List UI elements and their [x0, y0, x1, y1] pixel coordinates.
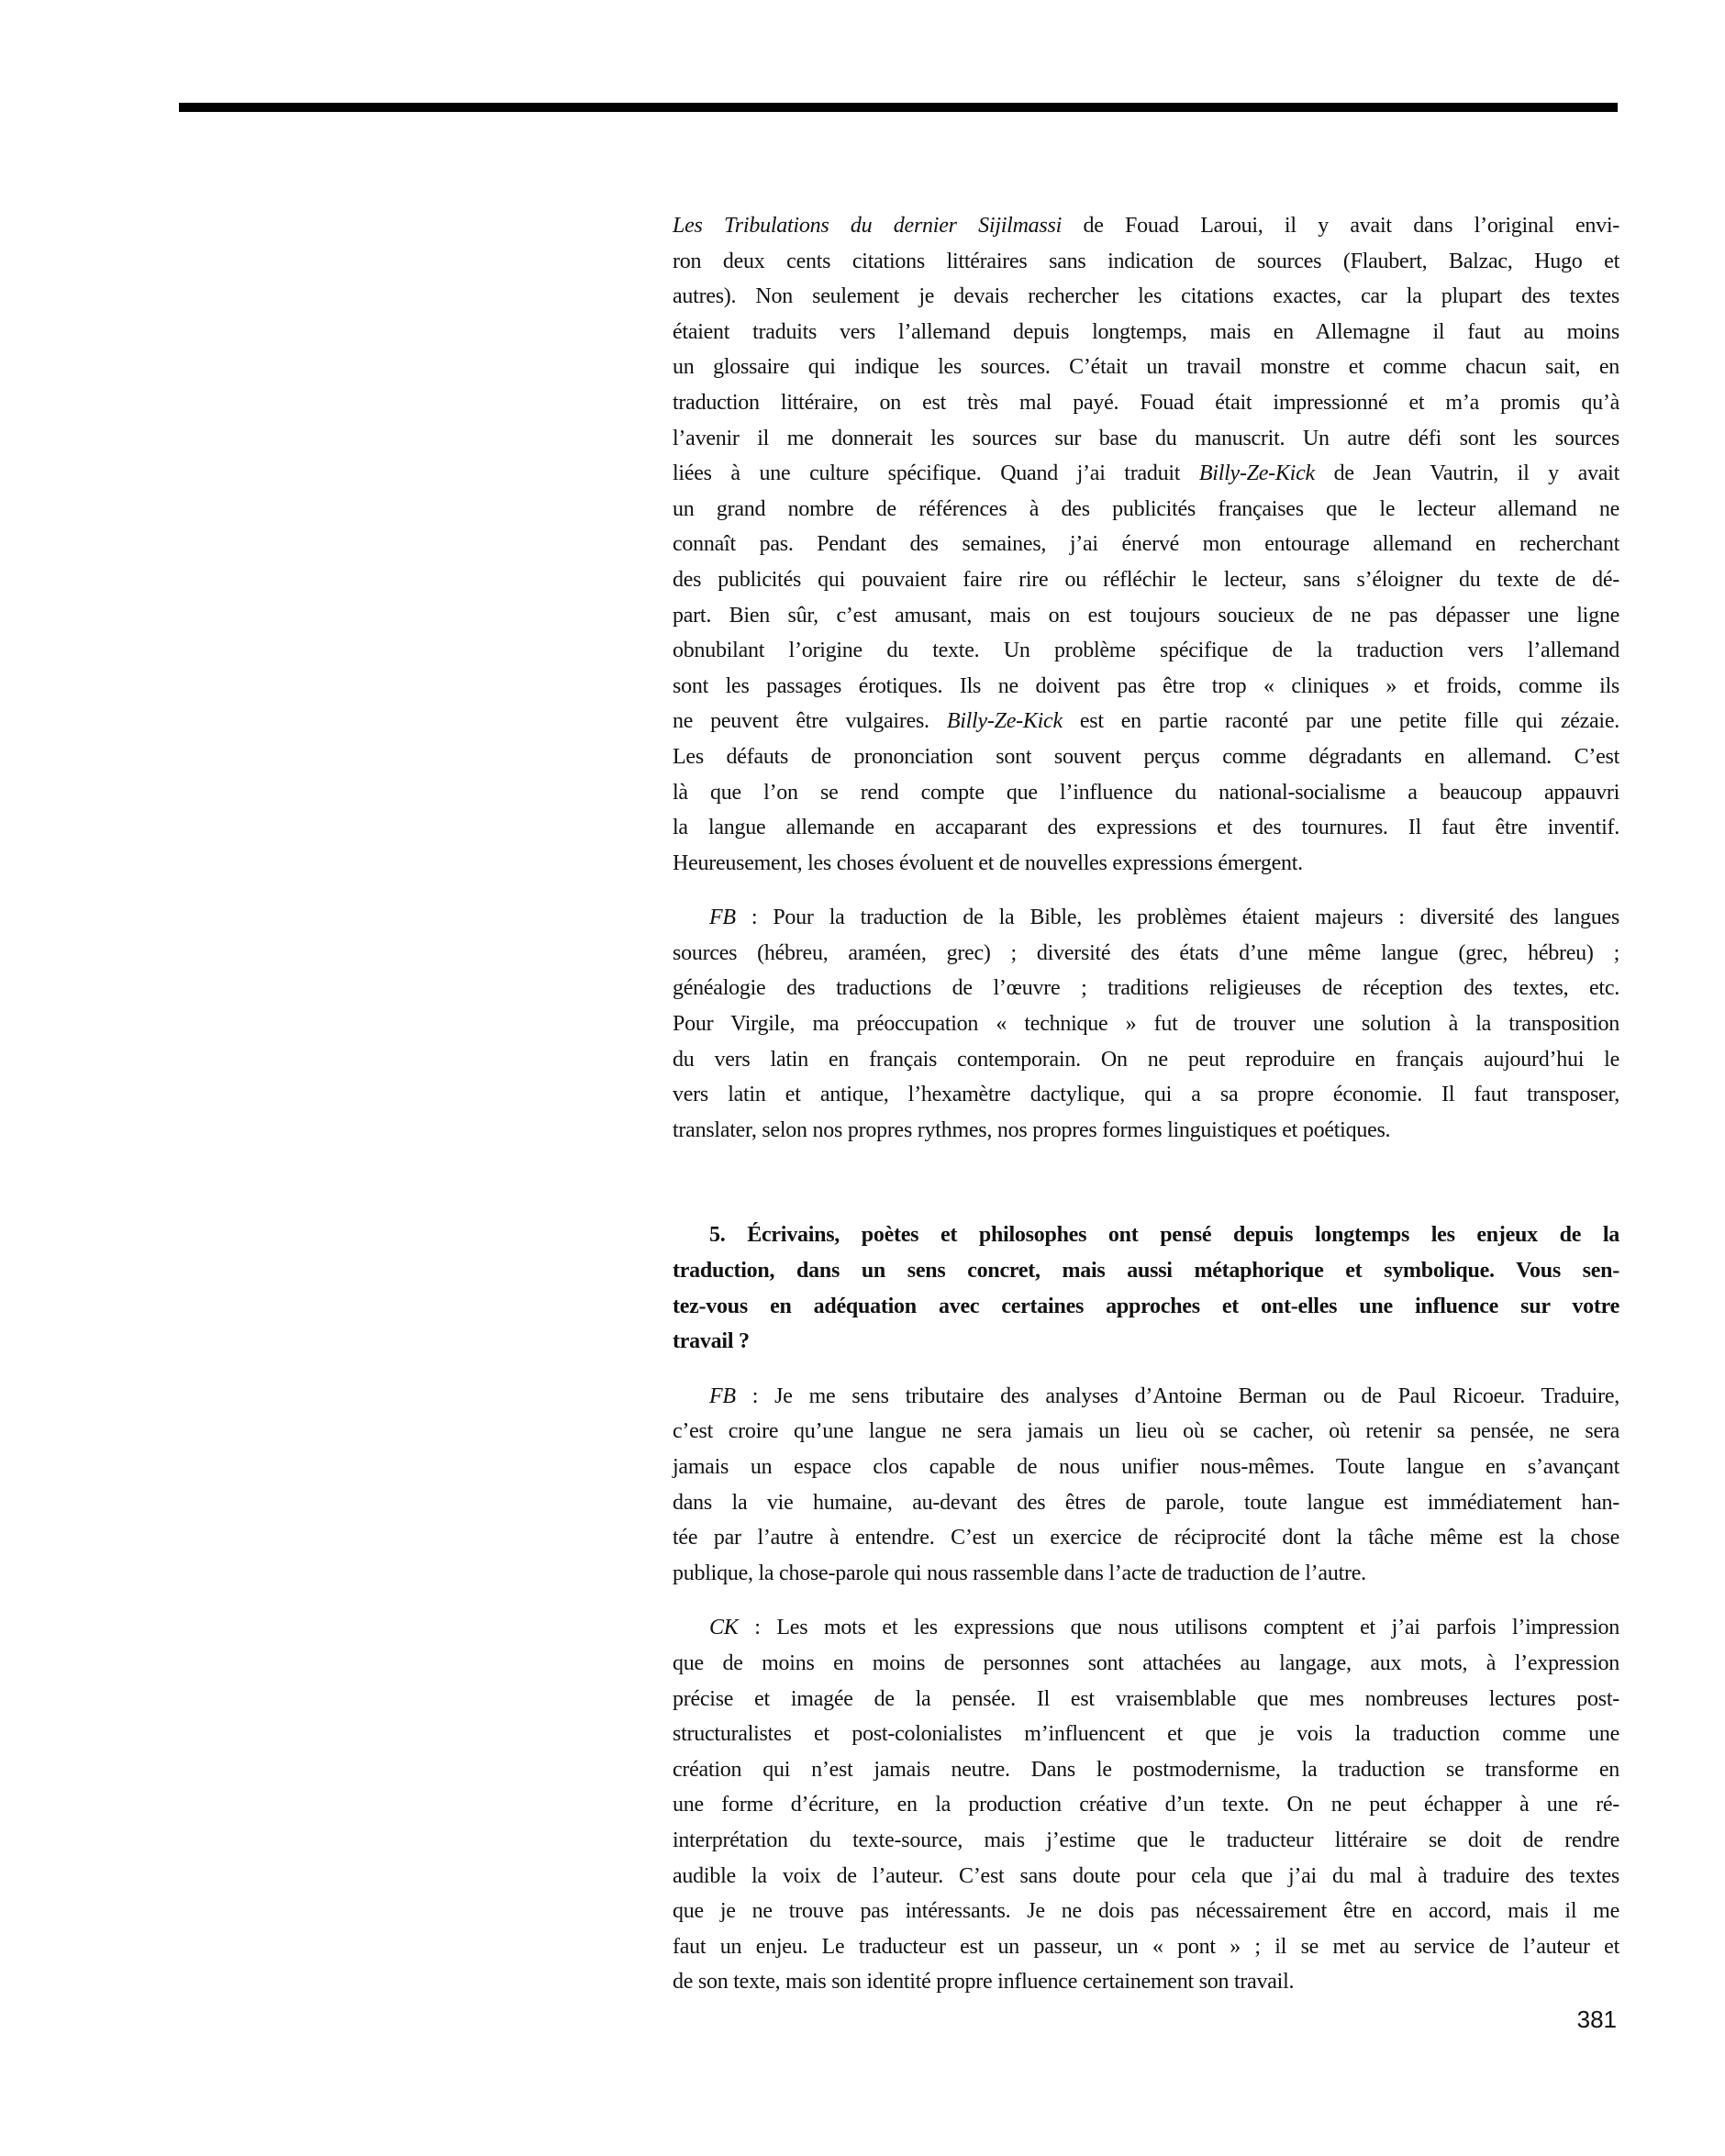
text-segment: interprétation du texte-source, mais j’estime que le traducteur littéraire se doit de rendre	[673, 1828, 1619, 1852]
text-segment: faut un enjeu. Le traducteur est un passeur, un « pont » ; il se met au service de l’auteur et	[673, 1934, 1619, 1959]
text-line	[673, 739, 1619, 775]
text-line	[673, 1324, 1619, 1360]
text-segment: obnubilant l’origine du texte. Un problème spécifique de la traduction vers l’allemand	[673, 639, 1619, 663]
text-line	[673, 1077, 1619, 1113]
header-rule	[179, 103, 1618, 112]
text-line	[673, 1042, 1619, 1078]
text-segment: sont les passages érotiques. Ils ne doivent pas être trop « cliniques » et froids, comme ils	[673, 673, 1619, 698]
paragraph-answer	[673, 900, 1619, 1148]
text-line	[673, 562, 1619, 598]
text-segment: création qui n’est jamais neutre. Dans le postmodernisme, la traduction se transforme en	[673, 1757, 1619, 1782]
text-segment: c’est croire qu’une langue ne sera jamais un lieu où se cacher, où retenir sa pensée, ne sera	[673, 1419, 1619, 1444]
text-segment: Heureusement, les choses évoluent et de nouvelles expressions émergent.	[673, 850, 1303, 875]
text-line	[673, 971, 1619, 1006]
text-segment: est en partie raconté par une petite fille qui zézaie.	[1062, 709, 1619, 734]
text-segment: autres). Non seulement je devais rechercher les citations exactes, car la plupart des textes	[673, 284, 1619, 309]
italic-text: FB	[709, 1384, 736, 1408]
text-segment: : Pour la traduction de la Bible, les problèmes étaient majeurs : diversité des langues	[735, 906, 1619, 930]
text-segment: publique, la chose-parole qui nous rassemble dans l’acte de traduction de l’autre.	[673, 1561, 1366, 1585]
text-segment: de Fouad Laroui, il y avait dans l’original envi-	[1062, 214, 1620, 238]
text-line	[673, 704, 1619, 739]
text-segment: que je ne trouve pas intéressants. Je ne dois pas nécessairement être en accord, mais il me	[673, 1899, 1619, 1924]
italic-text: Billy-Ze-Kick	[1198, 461, 1315, 486]
page-number: 381	[1576, 2006, 1617, 2033]
text-line	[673, 1682, 1619, 1717]
text-segment: Pour Virgile, ma préoccupation « technique » fut de trouver une solution à la transposition	[673, 1012, 1619, 1037]
text-segment: du vers latin en français contemporain. On ne peut reproduire en français aujourd’hui le	[673, 1047, 1619, 1072]
text-line	[673, 1787, 1619, 1823]
text-line	[673, 810, 1619, 846]
text-line	[673, 1414, 1619, 1450]
text-segment: : Je me sens tributaire des analyses d’Antoine Berman ou de Paul Ricoeur. Traduire,	[735, 1384, 1619, 1408]
italic-text: FB	[709, 906, 736, 930]
text-segment: un glossaire qui indique les sources. C’était un travail monstre et comme chacun sait, en	[673, 355, 1619, 380]
text-line	[673, 1610, 1619, 1646]
text-segment: un grand nombre de références à des publicités françaises que le lecteur allemand ne	[673, 496, 1619, 521]
text-segment: l’avenir il me donnerait les sources sur base du manuscrit. Un autre défi sont les sources	[673, 426, 1619, 450]
text-line	[673, 1217, 1619, 1253]
text-line	[673, 1289, 1619, 1325]
text-segment: 5. Écrivains, poètes et philosophes ont pensé depuis longtemps les enjeux de la	[709, 1223, 1619, 1248]
text-segment: part. Bien sûr, c’est amusant, mais on est toujours soucieux de ne pas dépasser une ligne	[673, 603, 1619, 628]
paragraph-answer	[673, 1610, 1619, 2000]
paragraph-answer	[673, 1379, 1619, 1592]
text-segment: étaient traduits vers l’allemand depuis longtemps, mais en Allemagne il faut au moins	[673, 319, 1619, 344]
body-text	[673, 208, 1619, 2000]
italic-text: Les Tribulations du dernier Sijilmassi	[673, 214, 1063, 238]
text-line	[673, 1752, 1619, 1788]
text-line	[673, 1113, 1619, 1149]
text-segment: généalogie des traductions de l’œuvre ; traditions religieuses de réception des textes, etc.	[673, 976, 1619, 1001]
italic-text: CK	[709, 1616, 739, 1640]
text-segment: une forme d’écriture, en la production créative d’un texte. On ne peut échapper à une ré-	[673, 1793, 1619, 1817]
text-segment: traduction littéraire, on est très mal payé. Fouad était impressionné et m’a promis qu’à	[673, 390, 1619, 415]
text-line	[673, 633, 1619, 669]
text-segment: translater, selon nos propres rythmes, nos propres formes linguistiques et poétiques.	[673, 1117, 1391, 1142]
text-segment: de Jean Vautrin, il y avait	[1314, 461, 1619, 486]
text-line	[673, 456, 1619, 492]
text-segment: dans la vie humaine, au-devant des êtres de parole, toute langue est immédiatement han-	[673, 1490, 1619, 1515]
text-line	[673, 1556, 1619, 1592]
text-line	[673, 1646, 1619, 1682]
text-line	[673, 385, 1619, 421]
text-line	[673, 350, 1619, 385]
text-line	[673, 244, 1619, 280]
text-segment: ne peuvent être vulgaires.	[673, 709, 947, 734]
text-line	[673, 492, 1619, 528]
text-segment: traduction, dans un sens concret, mais aussi métaphorique et symbolique. Vous sen-	[673, 1259, 1619, 1284]
text-segment: liées à une culture spécifique. Quand j’ai traduit	[673, 461, 1199, 486]
text-line	[673, 1485, 1619, 1521]
text-segment: jamais un espace clos capable de nous unifier nous-mêmes. Toute langue en s’avançant	[673, 1455, 1619, 1479]
text-line	[673, 421, 1619, 457]
text-line	[673, 900, 1619, 936]
text-segment: : Les mots et les expressions que nous utilisons comptent et j’ai parfois l’impression	[738, 1616, 1619, 1640]
text-line	[673, 1379, 1619, 1415]
text-segment: que de moins en moins de personnes sont attachées au langage, aux mots, à l’expression	[673, 1650, 1619, 1675]
text-segment: vers latin et antique, l’hexamètre dactylique, qui a sa propre économie. Il faut transposer,	[673, 1083, 1619, 1107]
paragraph-question	[673, 1217, 1619, 1359]
text-line	[673, 1717, 1619, 1752]
text-segment: Les défauts de prononciation sont souvent perçus comme dégradants en allemand. C’est	[673, 744, 1619, 769]
text-segment: là que l’on se rend compte que l’influence du national-socialisme a beaucoup appauvri	[673, 780, 1619, 805]
text-line	[673, 846, 1619, 882]
text-segment: tée par l’autre à entendre. C’est un exercice de réciprocité dont la tâche même est la chose	[673, 1526, 1619, 1550]
text-line	[673, 1450, 1619, 1485]
text-line	[673, 1894, 1619, 1929]
paragraph-continuation	[673, 208, 1619, 881]
text-line	[673, 1253, 1619, 1289]
text-segment: des publicités qui pouvaient faire rire ou réfléchir le lecteur, sans s’éloigner du texte de dé-	[673, 567, 1619, 592]
text-segment: connaît pas. Pendant des semaines, j’ai énervé mon entourage allemand en recherchant	[673, 532, 1619, 557]
text-segment: audible la voix de l’auteur. C’est sans doute pour cela que j’ai du mal à traduire des textes	[673, 1863, 1619, 1888]
text-line	[673, 598, 1619, 634]
text-line	[673, 669, 1619, 705]
text-line	[673, 1006, 1619, 1042]
text-line	[673, 279, 1619, 315]
text-line	[673, 1859, 1619, 1895]
text-segment: sources (hébreu, araméen, grec) ; diversité des états d’une même langue (grec, hébreu) ;	[673, 940, 1619, 965]
text-segment: de son texte, mais son identité propre influence certainement son travail.	[673, 1970, 1295, 1995]
italic-text: Billy-Ze-Kick	[946, 709, 1063, 734]
text-line	[673, 1520, 1619, 1556]
text-line	[673, 936, 1619, 972]
text-line	[673, 1823, 1619, 1859]
text-line	[673, 1964, 1619, 2000]
text-line	[673, 315, 1619, 350]
text-line	[673, 208, 1619, 244]
text-segment: la langue allemande en accaparant des expressions et des tournures. Il faut être inventif.	[673, 816, 1619, 840]
text-line	[673, 527, 1619, 562]
text-segment: travail ?	[673, 1329, 750, 1354]
text-line	[673, 1929, 1619, 1965]
text-segment: tez-vous en adéquation avec certaines approches et ont-elles une influence sur votre	[673, 1294, 1619, 1318]
text-line	[673, 775, 1619, 811]
text-segment: précise et imagée de la pensée. Il est vraisemblable que mes nombreuses lectures post-	[673, 1686, 1619, 1711]
text-segment: ron deux cents citations littéraires sans indication de sources (Flaubert, Balzac, Hugo et	[673, 249, 1619, 273]
text-segment: structuralistes et post-colonialistes m’influencent et que je vois la traduction comme une	[673, 1722, 1619, 1747]
